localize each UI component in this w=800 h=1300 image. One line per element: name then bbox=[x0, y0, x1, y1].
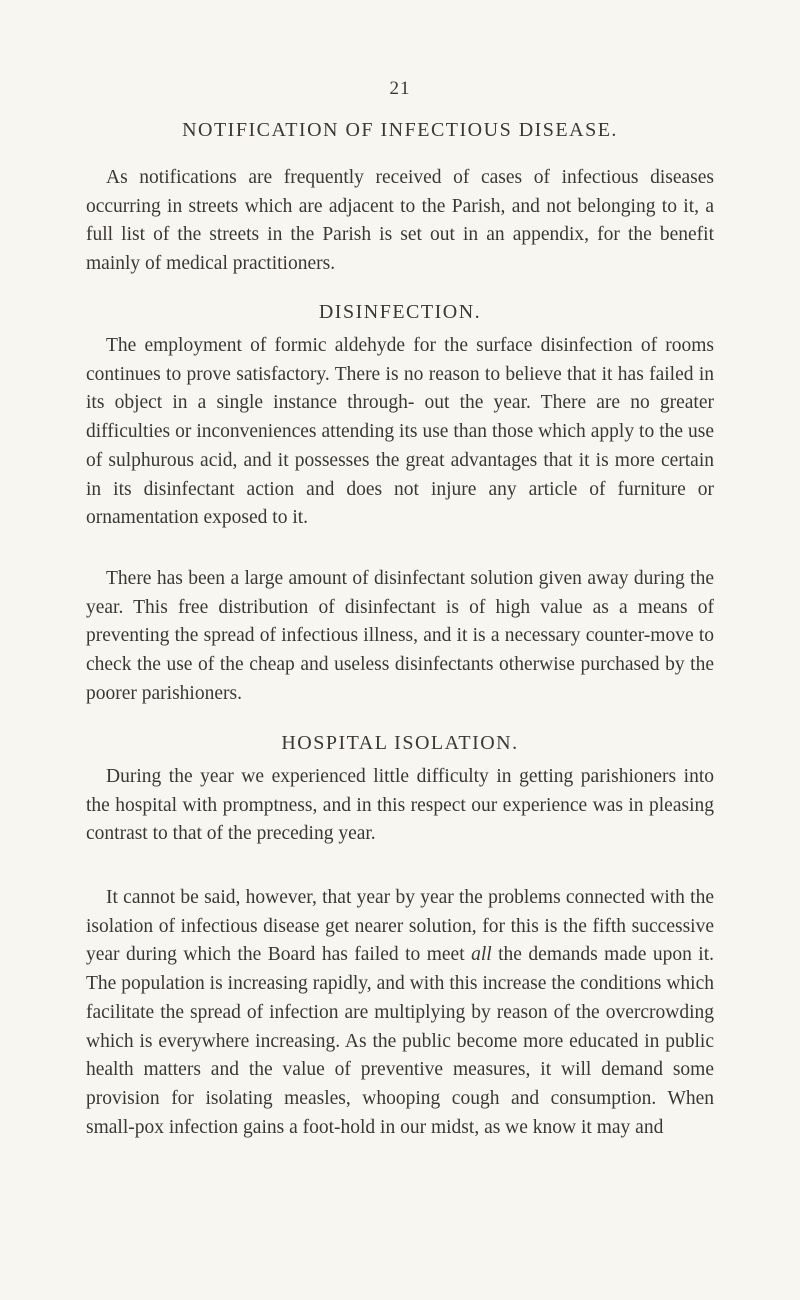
page-number: 21 bbox=[389, 78, 411, 99]
paragraph-disinfection-1: The employment of formic aldehyde for the surface disinfection of rooms continues to prove satisfactory. There is no reason to believe that it has failed in its object in a single instance through- out the year. There are no greater difficulties or inconveniences attending its use than those which apply to the use of sulphurous acid, and it possesses the great advantages that it is more certain in its disinfectant action and does not injure any article of furniture or ornamentation exposed to it. bbox=[86, 335, 714, 529]
paragraph-isolation-1: During the year we experienced little difficulty in getting parishioners into the hospital with promptness, and in this respect our experience was in pleasing contrast to that of the preceding year. bbox=[86, 766, 714, 845]
paragraph-disinfection-2: There has been a large amount of disinfectant solution given away during the year. This free distribution of disinfectant is of high value as a means of preventing the spread of infectious illness, and it is a necessary counter-move to check the use of the cheap and useless disinfectants otherwise purchased by the poorer parishioners. bbox=[86, 568, 714, 704]
paragraph-isolation-2: It cannot be said, however, that year by year the problems connected with the isolation of infectious disease get nearer solution, for this is the fifth successive year during which the Board has failed to meet all the demands made upon it. The population is increasing rapidly, and with this increase the conditions which facilitate the spread of infection are multiplying by reason of the overcrowding which is everywhere increasing. As the public become more educated in public health matters and the value of preventive measures, it will demand some provision for isolating measles, whooping cough and consumption. When small-pox infection gains a foot-hold in our midst, as we know it may and bbox=[86, 887, 715, 1138]
emphasis-all: all bbox=[471, 944, 492, 966]
section-heading-disinfection: DISINFECTION. bbox=[318, 301, 482, 323]
section-heading-hospital-isolation: HOSPITAL ISOLATION. bbox=[281, 732, 519, 754]
paragraph-notification: As notifications are frequently received of cases of infectious diseases occurring in streets which are adjacent to the Parish, and not belonging to it, a full list of the streets in the Parish is set out in an appendix, for the benefit mainly of medical practitioners. bbox=[86, 167, 714, 275]
section-heading-notification: NOTIFICATION OF INFECTIOUS DISEASE. bbox=[182, 119, 618, 141]
